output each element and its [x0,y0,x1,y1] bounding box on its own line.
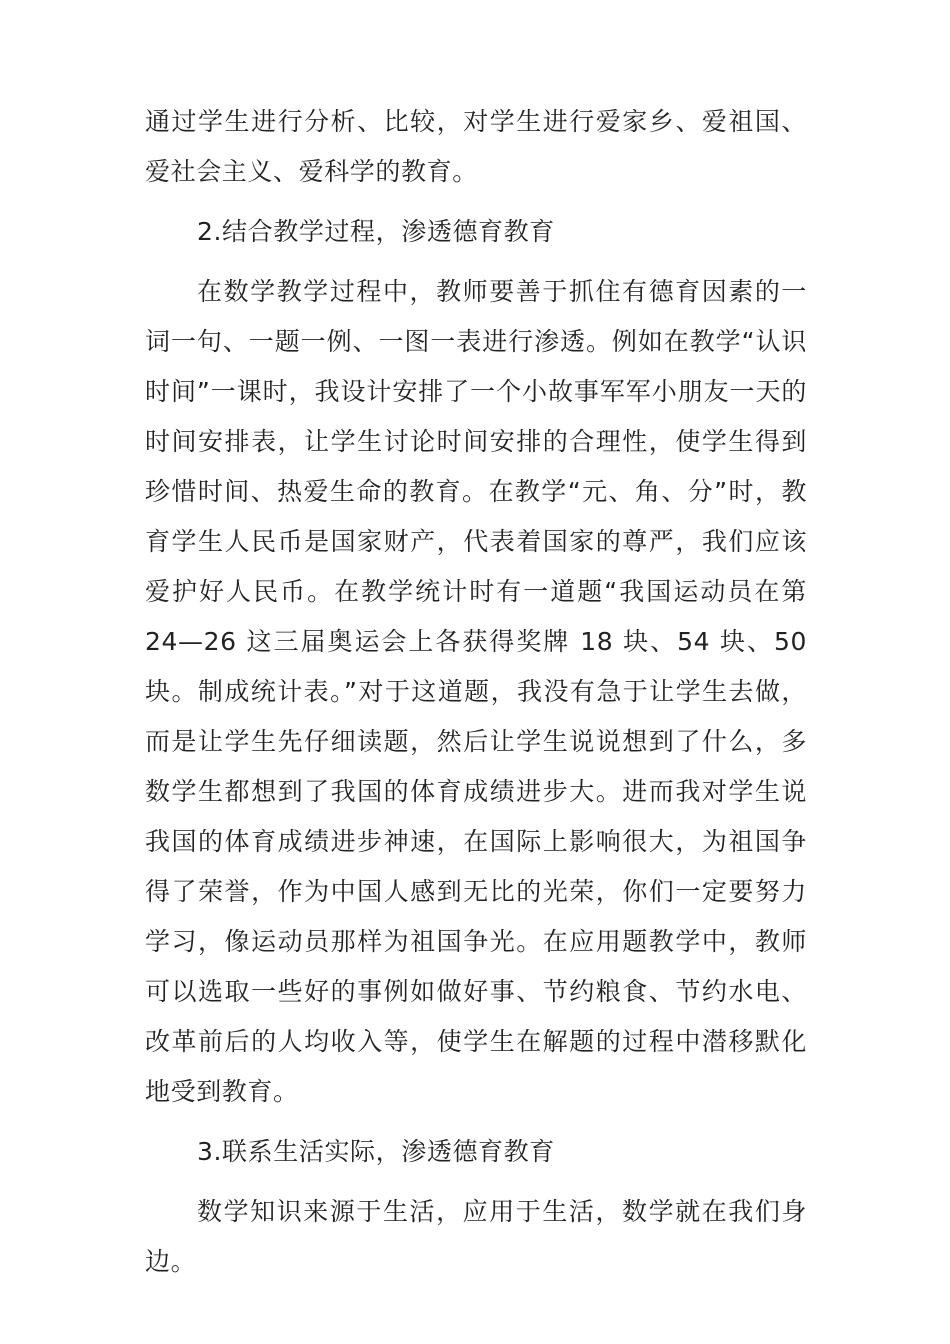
paragraph-intro-continuation: 通过学生进行分析、比较，对学生进行爱家乡、爱祖国、爱社会主义、爱科学的教育。 [145,107,807,186]
document-body [145,97,807,1287]
section-heading-2: 2.结合教学过程，渗透德育教育 [197,217,555,246]
paragraph-teaching-process: 在数学教学过程中，教师要善于抓住有德育因素的一词一句、一题一例、一图一表进行渗透。例如在教学“认识时间”一课时，我设计安排了一个小故事军军小朋友一天的时间安排表，让学生讨论时间安排的合理性，使学生得到珍惜时间、热爱生命的教育。在教学“元、角、分”时，教育学生人民币是国家财产，代表着国家的尊严，我们应该爱护好人民币。在教学统计时有一道题“我国运动员在第 24—26 这三届奥运会上各获得奖牌 18 块、54 块、50 块。制成统计表。”对于这道题，我没有急于让学生去做，而是让学生先仔细读题，然后让学生说说想到了什么，多数学生都想到了我国的体育成绩进步大。进而我对学生说我国的体育成绩进步神速，在国际上影响很大，为祖国争得了荣誉，作为中国人感到无比的光荣，你们一定要努力学习，像运动员那样为祖国争光。在应用题教学中，教师可以选取一些好的事例如做好事、节约粮食、节约水电、改革前后的人均收入等，使学生在解题的过程中潜移默化地受到教育。 [145,277,807,1106]
section-heading-3: 3.联系生活实际，渗透德育教育 [197,1137,555,1166]
paragraph-life-practice: 数学知识来源于生活，应用于生活，数学就在我们身边。 [145,1197,807,1276]
